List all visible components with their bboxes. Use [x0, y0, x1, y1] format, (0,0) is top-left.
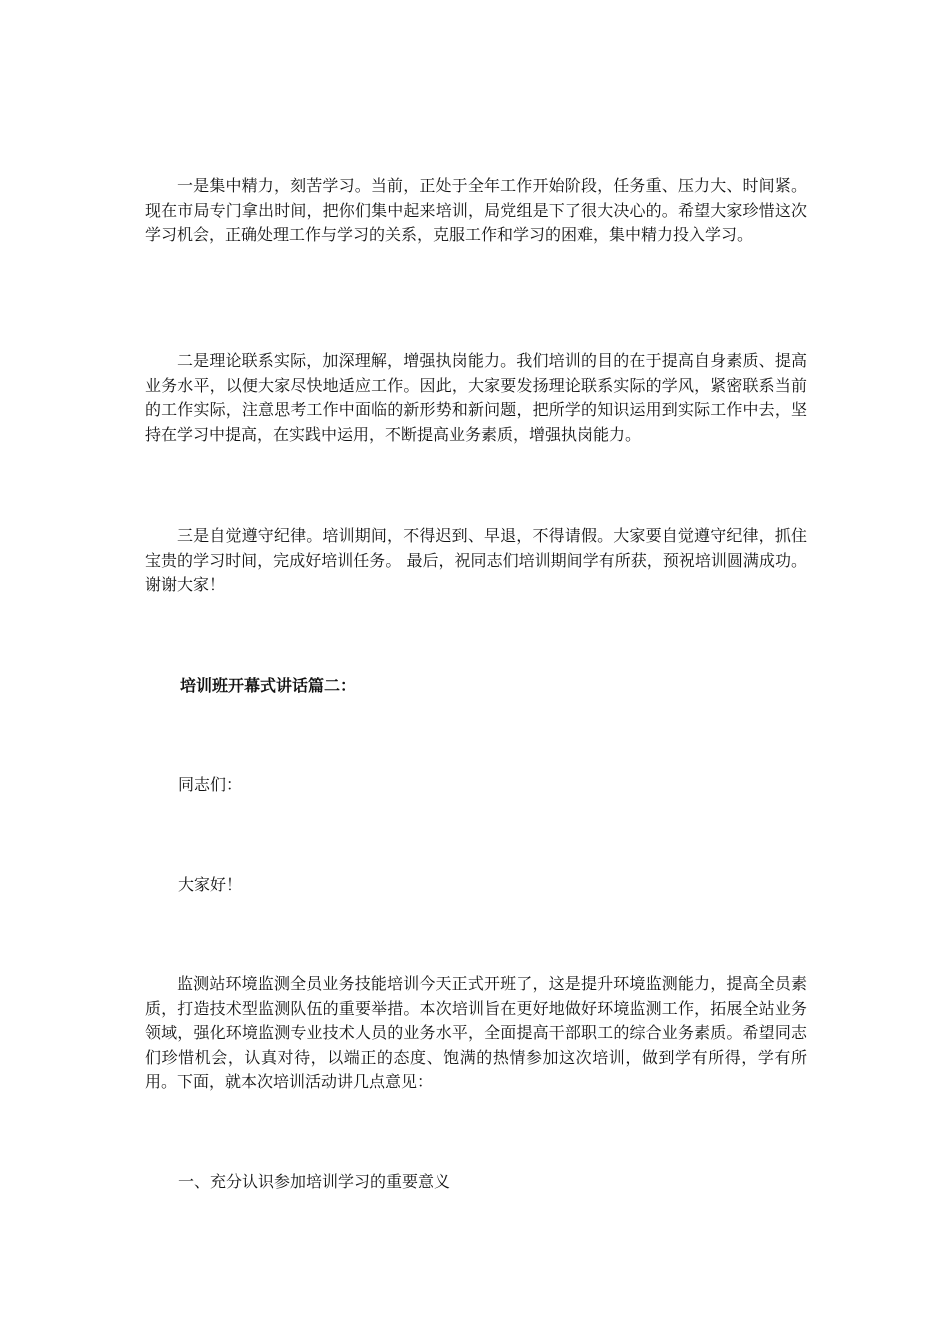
intro-paragraph: 监测站环境监测全员业务技能培训今天正式开班了，这是提升环境监测能力，提高全员素质，打造技术型监测队伍的重要举措。本次培训旨在更好地做好环境监测工作，拓展全站业务领域，强化环境监测专业技术人员的业务水平，全面提高干部职工的综合业务素质。希望同志们珍惜机会，认真对待，以端正的态度、饱满的热情参加这次培训，做到学有所得，学有所用。下面，就本次培训活动讲几点意见： [145, 974, 807, 1091]
paragraph-point-one: 一是集中精力，刻苦学习。当前，正处于全年工作开始阶段，任务重、压力大、时间紧。现在市局专门拿出时间，把你们集中起来培训，局党组是下了很大决心的。希望大家珍惜这次学习机会，正确处理工作与学习的关系，克服工作和学习的困难，集中精力投入学习。 [145, 176, 807, 244]
point-heading: 一、充分认识参加培训学习的重要意义 [178, 1172, 451, 1191]
section-heading: 培训班开幕式讲话篇二： [180, 676, 357, 695]
paragraph-point-two: 二是理论联系实际，加深理解，增强执岗能力。我们培训的目的在于提高自身素质、提高业务水平，以便大家尽快地适应工作。因此，大家要发扬理论联系实际的学风，紧密联系当前的工作实际，注意思考工作中面临的新形势和新问题，把所学的知识运用到实际工作中去，坚持在学习中提高，在实践中运用，不断提高业务素质，增强执岗能力。 [145, 351, 807, 444]
salutation: 同志们： [178, 775, 243, 794]
paragraph-point-three: 三是自觉遵守纪律。培训期间，不得迟到、早退，不得请假。大家要自觉遵守纪律，抓住宝贵的学习时间，完成好培训任务。 最后，祝同志们培训期间学有所获，预祝培训圆满成功。 谢谢大家！ [145, 526, 807, 594]
greeting: 大家好！ [178, 875, 243, 894]
